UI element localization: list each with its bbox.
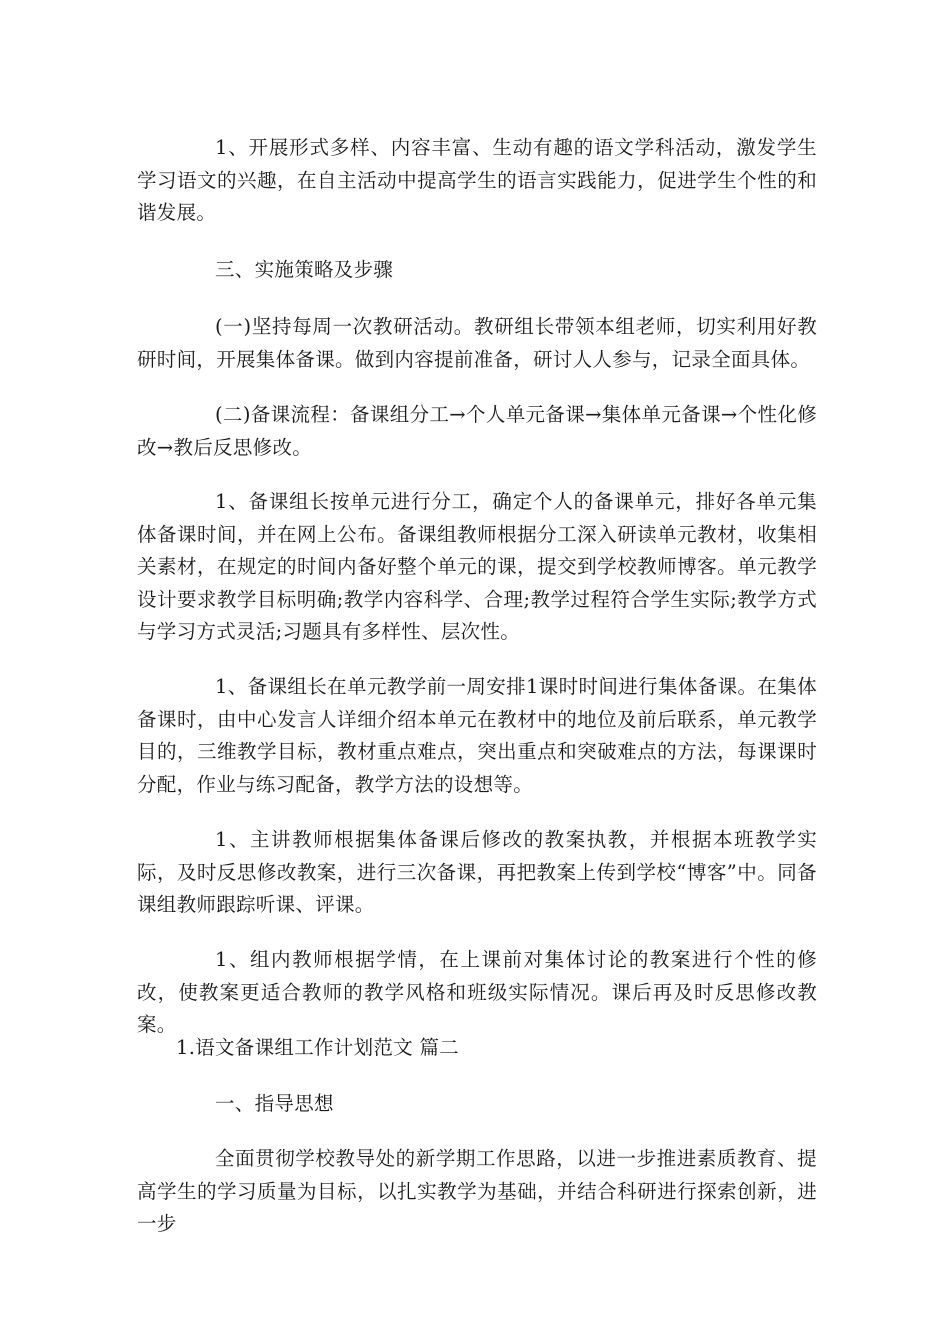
heading-strategies: 三、实施策略及步骤 — [215, 258, 394, 281]
paragraph-prep-process: (二)备课流程：备课组分工→个人单元备课→集体单元备课→个性化修改→教后反思修改。 — [137, 403, 817, 459]
paragraph-personal-revision: 1、组内教师根据学情，在上课前对集体讨论的教案进行个性的修改，使教案更适合教师的教学风格和班级实际情况。课后再及时反思修改教案。 — [137, 948, 817, 1036]
paragraph-activities: 1、开展形式多样、内容丰富、生动有趣的语文学科活动，激发学生学习语文的兴趣，在自主活动中提高学生的语言实践能力，促进学生个性的和谐发展。 — [137, 136, 817, 224]
paragraph-lead-teacher: 1、主讲教师根据集体备课后修改的教案执教，并根据本班教学实际，及时反思修改教案，进行三次备课，再把教案上传到学校“博客”中。同备课组教师跟踪听课、评课。 — [137, 828, 817, 916]
paragraph-collective-prep: 1、备课组长在单元教学前一周安排1课时时间进行集体备课。在集体备课时，由中心发言人详细介绍本单元在教材中的地位及前后联系，单元教学目的，三维教学目标，教材重点难点，突出重点和突破难点的方法，每课课时分配，作业与练习配备，教学方法的设想等。 — [137, 675, 817, 796]
paragraph-guiding-ideology: 全面贯彻学校教导处的新学期工作思路，以进一步推进素质教育、提高学生的学习质量为目标，以扎实教学为基础，并结合科研进行探索创新，进一步 — [137, 1147, 817, 1235]
heading-guiding-ideology: 一、指导思想 — [215, 1092, 334, 1115]
section-title-part-two: 1.语文备课组工作计划范文 篇二 — [176, 1036, 460, 1059]
paragraph-unit-division: 1、备课组长按单元进行分工，确定个人的备课单元，排好各单元集体备课时间，并在网上公布。备课组教师根据分工深入研读单元教材，收集相关素材，在规定的时间内备好整个单元的课，提交到学校教师博客。单元教学设计要求教学目标明确;教学内容科学、合理;教学过程符合学生实际;教学方式与学习方式灵活;习题具有多样性、层次性。 — [137, 490, 817, 643]
paragraph-weekly-research: (一)坚持每周一次教研活动。教研组长带领本组老师，切实利用好教研时间，开展集体备课。做到内容提前准备，研讨人人参与，记录全面具体。 — [137, 315, 817, 371]
